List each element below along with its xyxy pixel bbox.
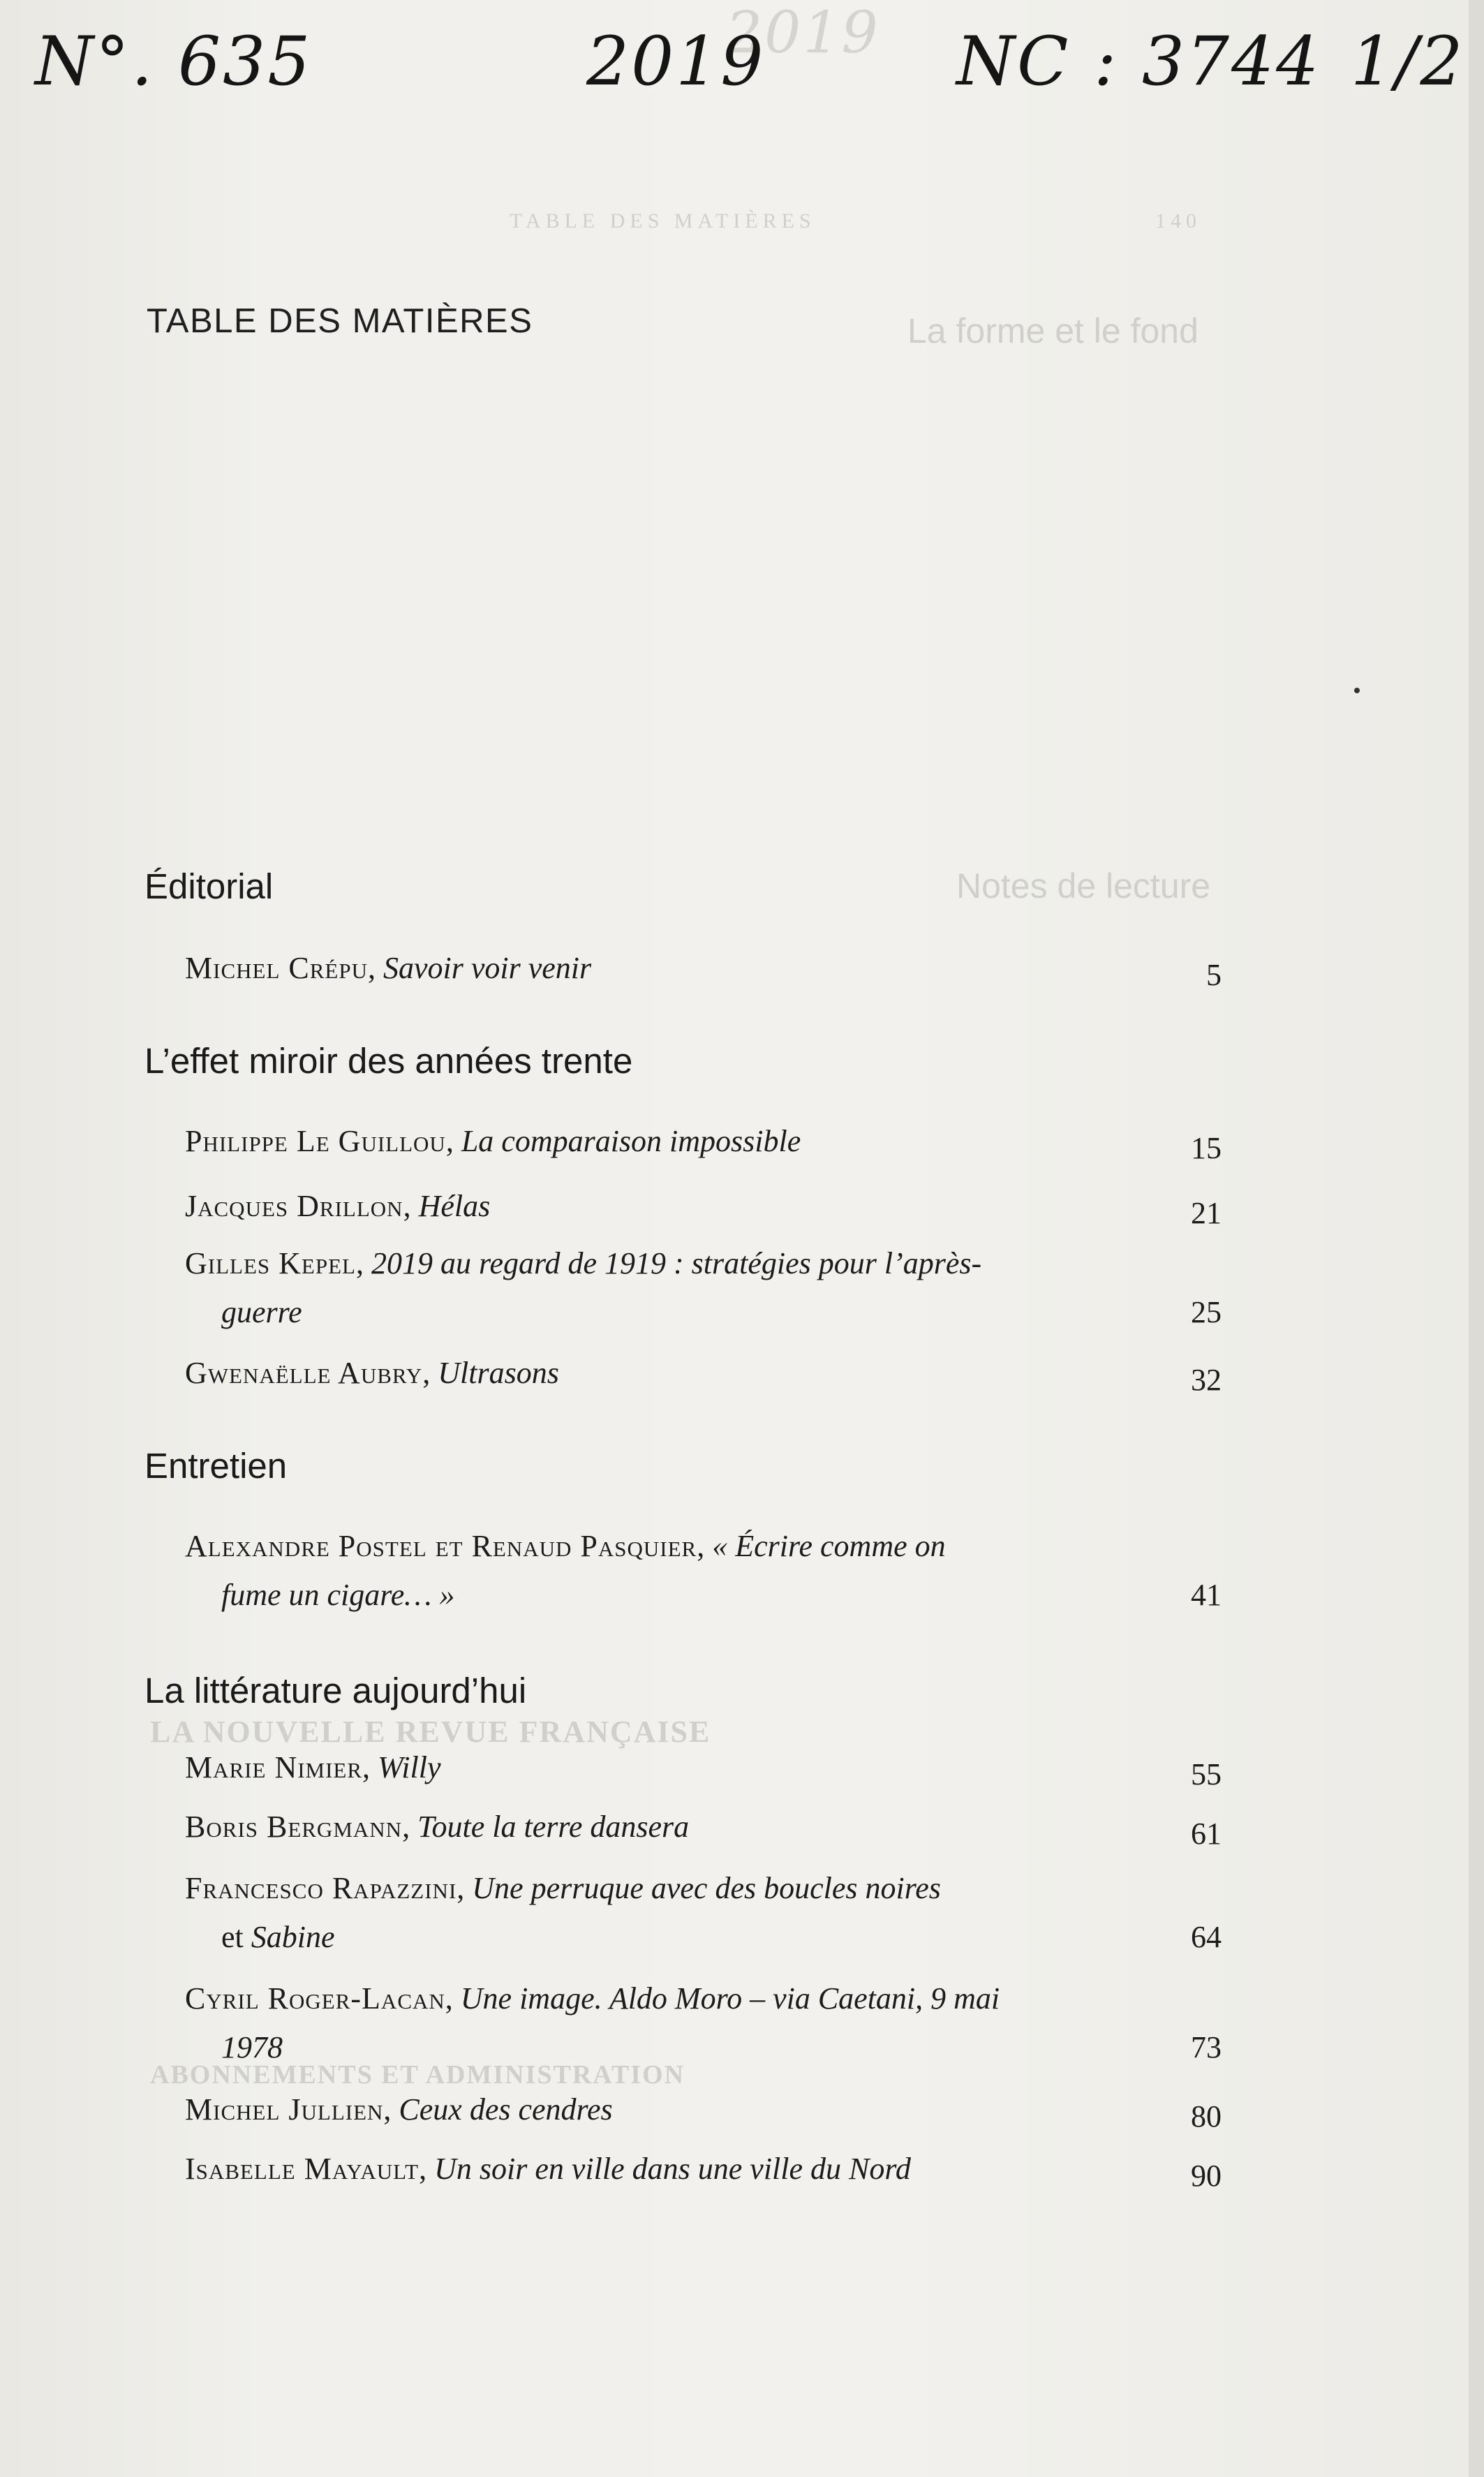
ghost-section-forme: La forme et le fond xyxy=(907,311,1199,350)
entry-separator: , xyxy=(355,1246,371,1280)
entry-page: 64 xyxy=(1191,1920,1222,1954)
toc-entry xyxy=(185,1182,1222,1238)
entry-author: Isabelle Mayault xyxy=(185,2152,420,2186)
entry-separator: , xyxy=(697,1529,713,1563)
ghost-running-head: TABLE DES MATIÈRES xyxy=(510,209,816,232)
entry-page: 61 xyxy=(1191,1817,1222,1851)
ghost-page-number: 140 xyxy=(1155,209,1201,232)
entry-page: 55 xyxy=(1191,1757,1222,1791)
toc-entry xyxy=(185,1349,1222,1405)
entry-work: La comparaison impossible xyxy=(461,1124,801,1158)
ghost-header-year: 2019 xyxy=(726,0,880,66)
entry-separator: , xyxy=(403,1189,419,1223)
entry-page: 90 xyxy=(1191,2159,1222,2193)
section-heading: Éditorial xyxy=(144,866,274,906)
handwritten-year: 2019 xyxy=(586,22,766,101)
entry-author: Jacques Drillon xyxy=(185,1189,403,1223)
entry-separator: , xyxy=(457,1871,473,1905)
entry-text xyxy=(185,1522,1183,1620)
entry-work: Ceux des cendres xyxy=(399,2092,613,2127)
entry-work: 2019 au regard de 1919 : stratégies pour l’après- xyxy=(371,1246,982,1280)
entry-text xyxy=(185,1182,1183,1231)
entry-page: 5 xyxy=(1206,958,1222,992)
handwritten-code: NC : 3744 xyxy=(956,22,1321,101)
entry-author: Michel Jullien xyxy=(185,2092,384,2127)
toc-entry xyxy=(185,944,1222,1000)
toc-title: TABLE DES MATIÈRES xyxy=(147,302,533,340)
entry-separator: , xyxy=(445,1981,461,2016)
entry-work-continued: guerre xyxy=(221,1295,302,1329)
entry-separator: , xyxy=(367,951,383,985)
section-heading: La littérature aujourd’hui xyxy=(144,1671,527,1710)
entry-text xyxy=(185,1349,1183,1398)
toc-entry xyxy=(185,1522,1222,1620)
entry-work: Un soir en ville dans une ville du Nord xyxy=(434,2152,911,2186)
ghost-section-notes: Notes de lecture xyxy=(956,866,1211,905)
toc-entry xyxy=(185,1117,1222,1173)
entry-work-continued: Sabine xyxy=(251,1920,335,1954)
entry-work: Ultrasons xyxy=(438,1356,559,1390)
entry-text xyxy=(185,1239,1183,1337)
entry-text xyxy=(185,1803,1183,1851)
entry-separator: , xyxy=(445,1124,461,1158)
entry-author: Alexandre Postel et Renaud Pasquier xyxy=(185,1529,697,1563)
toc-entry xyxy=(185,1974,1222,2072)
toc-entry xyxy=(185,1864,1222,1962)
entry-plain-continued: et xyxy=(221,1920,251,1954)
section-heading: L’effet miroir des années trente xyxy=(144,1041,633,1081)
entry-author: Gilles Kepel xyxy=(185,1246,356,1280)
entry-author: Francesco Rapazzini xyxy=(185,1871,457,1905)
speck xyxy=(1354,688,1360,693)
ghost-footer-title: LA NOUVELLE REVUE FRANÇAISE xyxy=(150,1715,711,1749)
entry-text xyxy=(185,1743,1183,1792)
entry-author: Gwenaëlle Aubry xyxy=(185,1356,423,1390)
entry-text xyxy=(185,1117,1183,1166)
entry-page: 15 xyxy=(1191,1131,1222,1165)
entry-author: Boris Bergmann xyxy=(185,1810,403,1844)
entry-page: 25 xyxy=(1191,1295,1222,1329)
entry-work: Une perruque avec des boucles noires xyxy=(472,1871,941,1905)
entry-work: Willy xyxy=(378,1750,441,1784)
entry-work-continued: fume un cigare… » xyxy=(221,1578,455,1612)
entry-author: Philippe Le Guillou xyxy=(185,1124,446,1158)
page-edge-shadow xyxy=(1469,0,1484,2477)
entry-page: 41 xyxy=(1191,1578,1222,1612)
entry-separator: , xyxy=(419,2152,435,2186)
toc-entry xyxy=(185,1743,1222,1799)
entry-work: Savoir voir venir xyxy=(383,951,592,985)
entry-work: Une image. Aldo Moro – via Caetani, 9 mai xyxy=(460,1981,1000,2016)
entry-author: Cyril Roger-Lacan xyxy=(185,1981,445,2016)
entry-separator: , xyxy=(383,2092,399,2127)
entry-page: 21 xyxy=(1191,1196,1222,1230)
entry-text xyxy=(185,2145,1183,2194)
entry-work: Toute la terre dansera xyxy=(417,1810,690,1844)
entry-separator: , xyxy=(422,1356,438,1390)
entry-author: Michel Crépu xyxy=(185,951,368,985)
entry-separator: , xyxy=(402,1810,418,1844)
toc-entry xyxy=(185,2145,1222,2201)
toc-entry xyxy=(185,1239,1222,1337)
toc-entry xyxy=(185,2085,1222,2141)
section-heading: Entretien xyxy=(144,1446,288,1486)
entry-text xyxy=(185,944,1183,993)
ghost-footer-abonnements: ABONNEMENTS ET ADMINISTRATION xyxy=(150,2060,685,2090)
entry-text xyxy=(185,2085,1183,2134)
handwritten-number: N°. 635 xyxy=(35,22,313,101)
entry-page: 32 xyxy=(1191,1363,1222,1397)
entry-work: « Écrire comme on xyxy=(712,1529,946,1563)
entry-text xyxy=(185,1864,1183,1962)
entry-separator: , xyxy=(362,1750,378,1784)
entry-page: 73 xyxy=(1191,2030,1222,2064)
handwritten-fraction: 1/2 xyxy=(1351,22,1465,101)
toc-entry xyxy=(185,1803,1222,1858)
entry-author: Marie Nimier xyxy=(185,1750,363,1784)
entry-text xyxy=(185,1974,1183,2072)
entry-work-continued: 1978 xyxy=(221,2030,283,2064)
entry-work: Hélas xyxy=(418,1189,491,1223)
entry-page: 80 xyxy=(1191,2099,1222,2134)
